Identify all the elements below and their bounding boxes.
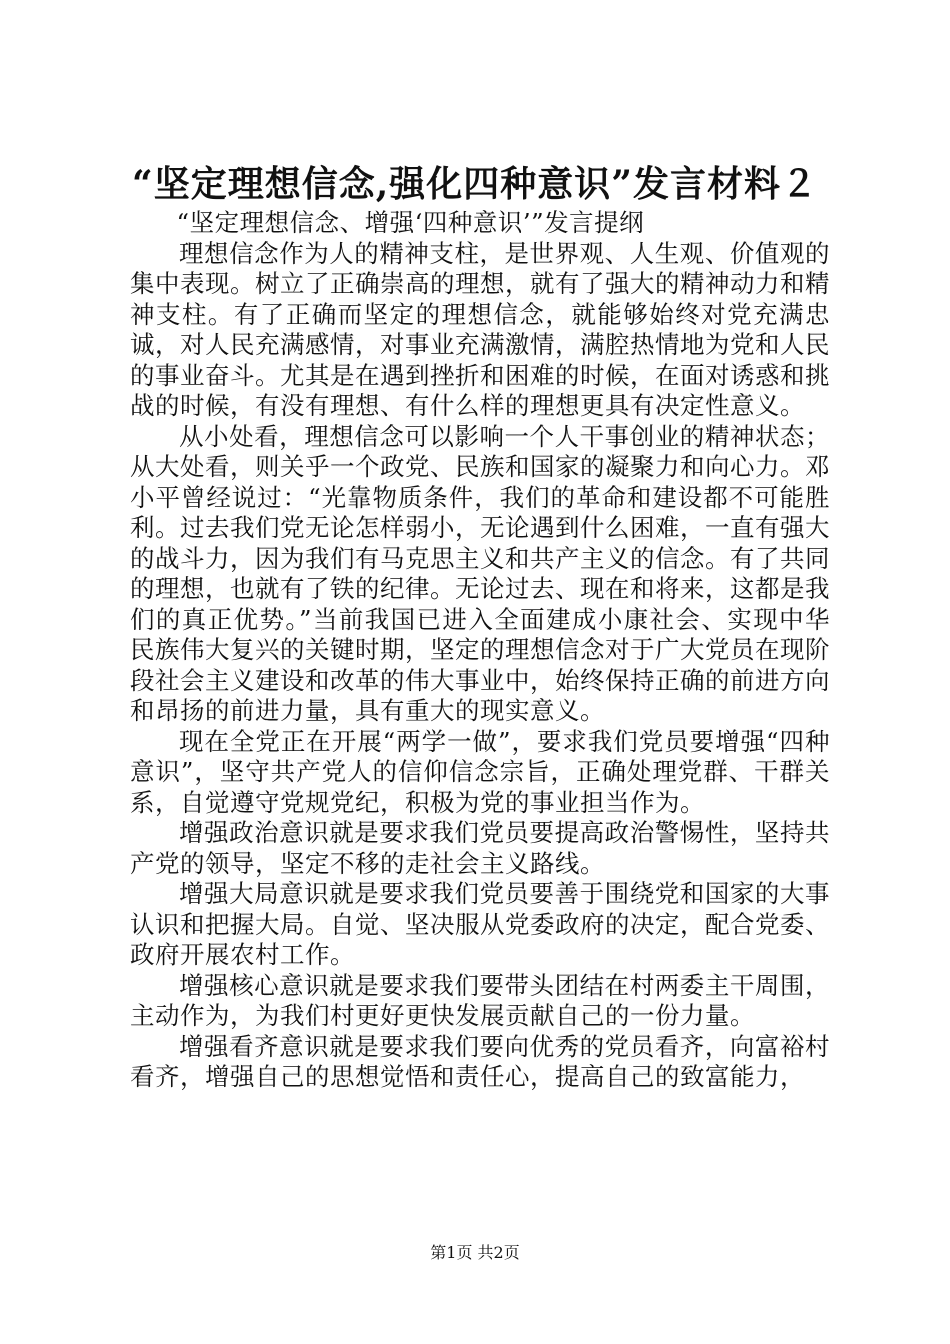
paragraph-2: 从小处看，理想信念可以影响一个人干事创业的精神状态；从大处看，则关乎一个政党、民族和国家的凝聚力和向心力。邓小平曾经说过：“光靠物质条件，我们的革命和建设都不可能胜利。过去我们党无论怎样弱小，无论遇到什么困难，一直有强大的战斗力，因为我们有马克思主义和共产主义的信念。有了共同的理想，也就有了铁的纪律。无论过去、现在和将来，这都是我们的真正优势。”当前我国已进入全面建成小康社会、实现中华民族伟大复兴的关键时期，坚定的理想信念对于广大党员在现阶段社会主义建设和改革的伟大事业中，始终保持正确的前进方向和昂扬的前进力量，具有重大的现实意义。 xyxy=(130,421,830,725)
document-title: “坚定理想信念,强化四种意识”发言材料２ xyxy=(132,163,818,205)
paragraph-3: 现在全党正在开展“两学一做”，要求我们党员要增强“四种意识”，坚守共产党人的信仰信念宗旨，正确处理党群、干群关系，自觉遵守党规党纪，积极为党的事业担当作为。 xyxy=(130,726,830,817)
paragraph-6: 增强核心意识就是要求我们要带头团结在村两委主干周围，主动作为，为我们村更好更快发展贡献自己的一份力量。 xyxy=(130,970,830,1030)
paragraph-1: 理想信念作为人的精神支柱，是世界观、人生观、价值观的集中表现。树立了正确崇高的理想，就有了强大的精神动力和精神支柱。有了正确而坚定的理想信念，就能够始终对党充满忠诚，对人民充满感情，对事业充满激情，满腔热情地为党和人民的事业奋斗。尤其是在遇到挫折和困难的时候，在面对诱惑和挑战的时候，有没有理想、有什么样的理想更具有决定性意义。 xyxy=(130,238,830,420)
paragraph-7: 增强看齐意识就是要求我们要向优秀的党员看齐，向富裕村看齐，增强自己的思想觉悟和责任心，提高自己的致富能力， xyxy=(130,1031,830,1091)
document-subtitle: “坚定理想信念、增强‘四种意识’”发言提纲 xyxy=(176,208,645,237)
document-body xyxy=(130,208,830,1093)
paragraph-4: 增强政治意识就是要求我们党员要提高政治警惕性，坚持共产党的领导，坚定不移的走社会主义路线。 xyxy=(130,818,830,878)
page-number-footer: 第1页 共2页 xyxy=(430,1243,520,1262)
paragraph-5: 增强大局意识就是要求我们党员要善于围绕党和国家的大事认识和把握大局。自觉、坚决服从党委政府的决定，配合党委、政府开展农村工作。 xyxy=(130,879,830,969)
